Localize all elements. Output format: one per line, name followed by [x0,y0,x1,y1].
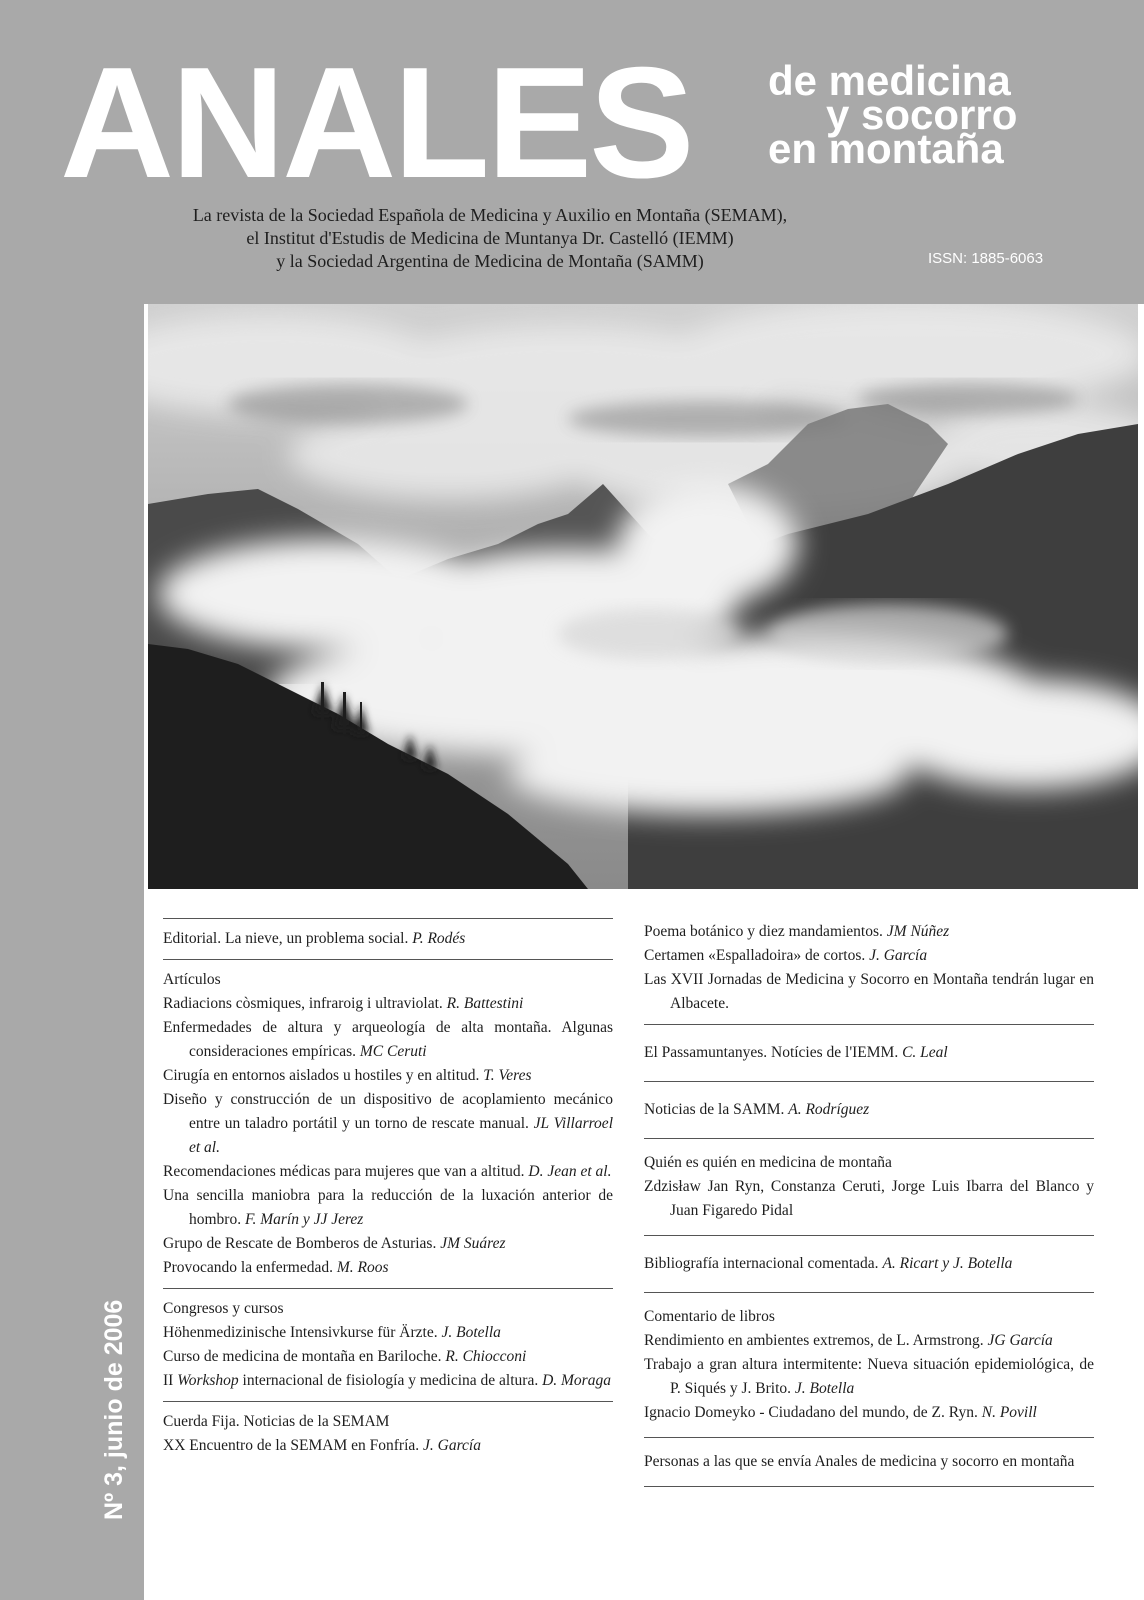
section-heading: Congresos y cursos [163,1300,284,1317]
toc-entry[interactable] [163,1160,613,1184]
toc-section-passamuntanyes [644,1025,1094,1082]
toc-entry[interactable] [644,968,1094,1016]
toc-left-column [163,918,613,1466]
entry-title: Editorial. La nieve, un problema social. [163,930,409,947]
entry-title: Una sencilla maniobra para la reducción de la luxación anterior de hombro. [163,1187,613,1228]
entry-title: Ignacio Domeyko - Ciudadano del mundo, de Z. Ryn. [644,1404,978,1421]
issn-number: ISSN: 1885-6063 [928,250,1044,267]
entry-title: Grupo de Rescate de Bomberos de Asturias. [163,1235,437,1252]
entry-author: N. Povill [981,1404,1037,1421]
entry-title: Poema botánico y diez mandamientos. [644,923,883,940]
entry-author: J. García [869,947,928,964]
entry-title: Las XVII Jornadas de Medicina y Socorro en Montaña tendrán lugar en Albacete. [644,971,1094,1012]
toc-entry[interactable] [644,1252,1094,1276]
toc-section-bibliografia [644,1236,1094,1293]
entry-title: Rendimiento en ambientes extremos, de L. Armstrong. [644,1332,984,1349]
toc-entry[interactable] [163,1232,613,1256]
journal-description [160,204,820,273]
entry-author: D. Jean et al. [528,1163,612,1180]
entry-title: Enfermedades de altura y arqueología de alta montaña. Algunas consideraciones empíricas. [163,1019,613,1060]
entry-title: Curso de medicina de montaña en Bariloche. [163,1348,442,1365]
toc-entry[interactable] [163,1184,613,1232]
entry-title: Bibliografía internacional comentada. [644,1255,879,1272]
entry-author: J. Botella [794,1380,855,1397]
entry-title: Certamen «Espalladoira» de cortos. [644,947,866,964]
toc-section-samm [644,1082,1094,1139]
entry-title: Recomendaciones médicas para mujeres que van a altitud. [163,1163,525,1180]
entry-title: Cirugía en entornos aislados u hostiles y en altitud. [163,1067,480,1084]
toc-entry[interactable] [644,1401,1094,1425]
entry-author: J. García [423,1437,481,1454]
toc-entry[interactable] [163,927,613,951]
subtitle-line-1: de medicina [768,57,1011,104]
toc-entry[interactable] [644,1353,1094,1401]
toc-entry[interactable] [163,992,613,1016]
description-line-3: y la Sociedad Argentina de Medicina de Montaña (SAMM) [276,251,704,271]
entry-author: JG García [987,1332,1053,1349]
section-heading: Comentario de libros [644,1308,775,1325]
section-heading: Quién es quién en medicina de montaña [644,1154,892,1171]
cover-header [0,0,1144,304]
entry-prefix: II [163,1372,174,1389]
entry-author: M. Roos [336,1259,389,1276]
toc-entry[interactable] [644,920,1094,944]
mountain-photo-image [148,304,1138,889]
entry-title: Personas a las que se envía Anales de medicina y socorro en montaña [644,1453,1075,1470]
entry-title: Diseño y construcción de un dispositivo de acoplamiento mecánico entre un taladro portátil y un torno de rescate manual. [163,1091,613,1132]
section-heading: Cuerda Fija. Noticias de la SEMAM [163,1413,390,1430]
entry-title: Zdzisław Jan Ryn, Constanza Ceruti, Jorge Luis Ibarra del Blanco y Juan Figaredo Pidal [644,1178,1094,1219]
cover-photo [148,304,1138,889]
subtitle-line-3: en montaña [768,125,1004,172]
entry-title: El Passamuntanyes. Notícies de l'IEMM. [644,1044,899,1061]
toc-entry[interactable] [644,1175,1094,1223]
entry-title: Noticias de la SAMM. [644,1101,785,1118]
journal-logo-title: ANALES [60,35,692,211]
entry-author: A. Ricart y J. Botella [882,1255,1013,1272]
entry-author: F. Marín y JJ Jerez [244,1211,364,1228]
entry-author: J. Botella [441,1324,501,1341]
entry-author: R. Battestini [446,995,524,1012]
toc-entry[interactable] [644,944,1094,968]
toc-entry[interactable] [163,1345,613,1369]
entry-title: Höhenmedizinische Intensivkurse für Ärzte. [163,1324,438,1341]
toc-section-cuerda-fija [163,1402,613,1466]
toc-section-quien-es-quien [644,1139,1094,1236]
toc-entry[interactable] [163,1434,613,1458]
entry-title: Trabajo a gran altura intermitente: Nueva situación epidemiológica, de P. Siqués y J. Brito. [644,1356,1094,1397]
toc-section-misc [644,912,1094,1025]
toc-right-column [644,912,1094,1487]
toc-section-personas [644,1438,1094,1487]
entry-author: JL Villarroel et al. [189,1115,613,1156]
toc-entry[interactable] [163,1369,613,1393]
toc-entry[interactable] [644,1329,1094,1353]
section-heading: Artículos [163,971,221,988]
entry-title: XX Encuentro de la SEMAM en Fonfría. [163,1437,420,1454]
toc-section-editorial [163,918,613,960]
toc-section-articulos [163,960,613,1289]
entry-author: P. Rodés [412,930,466,947]
entry-author: JM Núñez [886,923,950,940]
entry-title: internacional de fisiología y medicina de altura. [242,1372,539,1389]
subtitle-line-2: y socorro [826,91,1018,138]
entry-title: Radiacions còsmiques, infraroig i ultraviolat. [163,995,443,1012]
entry-author: R. Chiocconi [445,1348,527,1365]
description-line-2: el Institut d'Estudis de Medicina de Muntanya Dr. Castelló (IEMM) [246,228,734,248]
entry-title: Provocando la enfermedad. [163,1259,334,1276]
toc-entry[interactable] [163,1256,613,1280]
toc-entry[interactable] [644,1450,1094,1474]
entry-author: C. Leal [902,1044,948,1061]
toc-entry[interactable] [644,1041,1094,1065]
entry-author: JM Suárez [440,1235,506,1252]
toc-entry[interactable] [163,1321,613,1345]
journal-subtitle [768,57,1018,172]
issue-label: Nº 3, junio de 2006 [100,1299,128,1520]
toc-section-congresos [163,1289,613,1402]
description-line-1: La revista de la Sociedad Española de Medicina y Auxilio en Montaña (SEMAM), [192,205,788,225]
entry-author: MC Ceruti [359,1043,427,1060]
entry-author: T. Veres [483,1067,532,1084]
toc-entry[interactable] [644,1098,1094,1122]
entry-keyword: Workshop [177,1372,239,1389]
toc-entry[interactable] [163,1016,613,1064]
entry-author: D. Moraga [542,1372,611,1389]
toc-section-libros [644,1293,1094,1438]
entry-author: A. Rodríguez [788,1101,870,1118]
toc-entry[interactable] [163,1064,613,1088]
toc-entry[interactable] [163,1088,613,1160]
